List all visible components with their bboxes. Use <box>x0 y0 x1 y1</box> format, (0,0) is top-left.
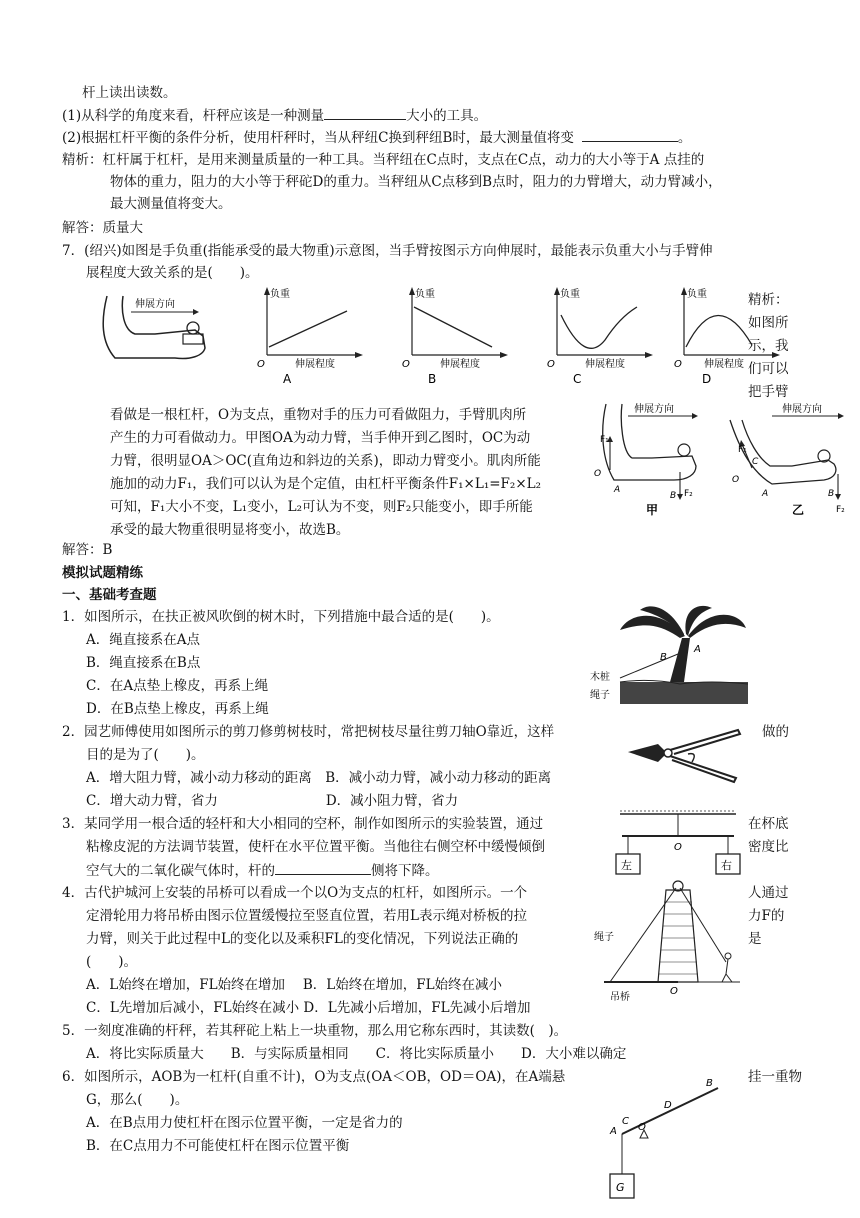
text-line: 人通过 <box>748 885 789 901</box>
options-row[interactable]: A．L始终在增加，FL始终在增加 B．L始终在增加，FL始终在减小 <box>86 977 503 993</box>
options-row[interactable]: C．增大动力臂，省力 D．减小阻力臂，省力 <box>86 793 459 809</box>
text-span: 侧将下降。 <box>371 863 439 879</box>
axis-label-y: 负重 <box>270 289 290 300</box>
cup-left-label: 左 <box>621 859 632 872</box>
arm-direction-label: 伸展方向 <box>782 404 822 415</box>
option-label: B <box>428 372 437 385</box>
side-text: 精析： <box>748 292 789 308</box>
question-1-part <box>62 105 487 126</box>
bridge-label: 吊桥 <box>610 992 630 1003</box>
graph-c[interactable] <box>545 285 655 385</box>
svg-text:D: D <box>664 1100 672 1111</box>
arm-lever-figures <box>592 400 847 518</box>
svg-text:A: A <box>610 1126 617 1137</box>
text-line: 密度比 <box>748 839 789 855</box>
analysis-line: 物体的重力，阻力的大小等于秤砣D的重力。当秤纽从C点移到B点时，阻力的力臂增大，动力臂减小， <box>110 174 722 190</box>
text-span: 。 <box>677 130 692 146</box>
question-7-cont: 展程度大致关系的是( )。 <box>86 265 259 281</box>
axis-label-x: 伸展程度 <box>440 359 480 370</box>
side-text: 如图所 <box>748 315 789 331</box>
option-label: A <box>283 372 292 385</box>
cup-right-label: 右 <box>721 859 732 872</box>
question-2: 2．园艺师傅使用如图所示的剪刀修剪树枝时，常把树枝尽量往剪刀轴O靠近，这样 <box>62 724 555 740</box>
option-label: D <box>702 372 712 385</box>
analysis-line: 最大测量值将变大。 <box>110 196 232 212</box>
question-6-cont: G，那么( )。 <box>86 1092 189 1108</box>
answer-blank[interactable] <box>582 127 678 142</box>
svg-text:O: O <box>638 1122 646 1133</box>
question-5: 5．一刻度准确的杆秤，若其秤砣上粘上一块重物，那么用它称东西时，其读数( )。 <box>62 1023 568 1039</box>
options-row[interactable]: C．L先增加后减小，FL始终在减小 D．L先减小后增加，FL先减小后增加 <box>86 1000 531 1016</box>
rope-label: 绳子 <box>594 932 614 943</box>
question-4: 4．古代护城河上安装的吊桥可以看成一个以O为支点的杠杆，如图所示。一个 <box>62 885 528 901</box>
analysis-line: 可知，F₁大小不变，L₁变小，L₂可认为不变，则F₂只能变小，即手所能 <box>110 499 533 515</box>
question-2-cont: 目的是为了( )。 <box>86 747 205 763</box>
svg-text:F₂: F₂ <box>684 489 693 499</box>
side-text: 们可以 <box>748 361 789 377</box>
svg-text:A: A <box>694 644 701 655</box>
analysis-line: 施加的动力F₁，我们可以认为是个定值，由杠杆平衡条件F₁×L₁=F₂×L₂ <box>110 476 542 492</box>
answer-line: 解答：质量大 <box>62 220 143 236</box>
svg-text:O: O <box>732 475 740 485</box>
text-span: (1)从科学的角度来看，杆秤应该是一种测量 <box>62 108 325 124</box>
question-4-cont: ( )。 <box>86 954 138 970</box>
question-4-cont: 力臂，则关于此过程中L的变化以及乘积FL的变化情况，下列说法正确的 <box>86 931 519 947</box>
analysis-line: 力臂，很明显OA＞OC(直角边和斜边的关系)，即动力臂变小。肌肉所能 <box>110 453 541 469</box>
figure-label-jia: 甲 <box>646 503 659 517</box>
tree-figure <box>590 598 748 716</box>
answer-line: 解答：B <box>62 542 113 558</box>
arm-figure <box>95 290 215 370</box>
axis-label-x: 伸展程度 <box>704 359 744 370</box>
svg-text:O: O <box>594 469 602 479</box>
axis-label-y: 负重 <box>415 289 435 300</box>
section-heading: 模拟试题精练 <box>62 565 143 581</box>
svg-text:B: B <box>660 652 667 663</box>
text-line: 力F的 <box>748 908 785 924</box>
rope-label: 绳子 <box>590 690 610 701</box>
stake-label: 木桩 <box>590 672 610 683</box>
svg-text:B: B <box>706 1078 713 1089</box>
question-6: 6．如图所示，AOB为一杠杆(自重不计)，O为支点(OA＜OB，OD＝OA)，在A端悬 <box>62 1069 566 1085</box>
question-3-cont <box>86 860 439 881</box>
side-text: 示，我 <box>748 338 789 354</box>
text-span: (2)根据杠杆平衡的条件分析，使用杆秤时，当从秤纽C换到秤纽B时，最大测量值将变 <box>62 130 574 146</box>
analysis-line: 精析：杠杆属于杠杆，是用来测量质量的一种工具。当秤纽在C点时，支点在C点，动力的大小等于A 点挂的 <box>62 152 705 168</box>
question-7: 7．(绍兴)如图是手负重(指能承受的最大物重)示意图，当手臂按图示方向伸展时，最能表示负重大小与手臂伸 <box>62 243 713 259</box>
question-2-part <box>62 127 691 148</box>
svg-text:G: G <box>616 1181 625 1194</box>
svg-text:F₂: F₂ <box>836 505 845 515</box>
text-line: 杆上读出读数。 <box>82 85 177 101</box>
svg-text:A: A <box>614 485 621 495</box>
graph-b[interactable] <box>400 285 510 385</box>
axis-label-y: 负重 <box>560 289 580 300</box>
text-line: 是 <box>748 931 762 947</box>
text-line: 挂一重物 <box>748 1069 802 1085</box>
option-a[interactable]: A．绳直接系在A点 <box>86 632 200 648</box>
option-label: C <box>573 372 582 385</box>
text-span: 空气大的二氧化碳气体时，杆的 <box>86 863 275 879</box>
analysis-line: 承受的最大物重很明显将变小，故选B。 <box>110 522 350 538</box>
question-4-cont: 定滑轮用力将吊桥由图示位置缓慢拉至竖直位置，若用L表示绳对桥板的拉 <box>86 908 527 924</box>
svg-text:A: A <box>762 489 769 499</box>
axis-label-x: 伸展程度 <box>585 359 625 370</box>
option-b[interactable]: B．在C点用力不可能使杠杆在图示位置平衡 <box>86 1138 350 1154</box>
text-line: 在杯底 <box>748 816 789 832</box>
graph-a[interactable] <box>255 285 365 385</box>
origin-label: O <box>547 359 555 370</box>
lever-figure <box>600 1078 730 1206</box>
figure-label-yi: 乙 <box>792 503 805 517</box>
scissors-figure <box>618 722 748 784</box>
option-d[interactable]: D．在B点垫上橡皮，再系上绳 <box>86 701 269 717</box>
section-subheading: 一、基础考查题 <box>62 587 157 603</box>
balance-figure <box>608 808 748 880</box>
question-3-cont: 粘橡皮泥的方法调节装置，使杆在水平位置平衡。当他往右侧空杯中缓慢倾倒 <box>86 839 545 855</box>
svg-text:O: O <box>670 986 678 997</box>
svg-text:F₁: F₁ <box>738 445 747 455</box>
analysis-line: 产生的力可看做动力。甲图OA为动力臂，当手伸开到乙图时，OC为动 <box>110 430 531 446</box>
arm-direction-label: 伸展方向 <box>634 404 674 415</box>
option-b[interactable]: B．绳直接系在B点 <box>86 655 201 671</box>
analysis-line: 看做是一根杠杆，O为支点，重物对手的压力可看做阻力，手臂肌肉所 <box>110 407 527 423</box>
options-row[interactable]: A．将比实际质量大 B．与实际质量相同 C．将比实际质量小 D．大小难以确定 <box>86 1046 627 1062</box>
answer-blank[interactable] <box>275 860 371 875</box>
side-text: 把手臂 <box>748 384 789 400</box>
question-3: 3．某同学用一根合适的轻杆和大小相同的空杯，制作如图所示的实验装置，通过 <box>62 816 544 832</box>
answer-blank[interactable] <box>324 105 406 120</box>
origin-label: O <box>257 359 265 370</box>
options-row[interactable]: A．增大阻力臂，减小动力移动的距离 B．减小动力臂，减小动力移动的距离 <box>86 770 552 786</box>
axis-label-x: 伸展程度 <box>295 359 335 370</box>
svg-text:B: B <box>828 489 835 499</box>
svg-text:O: O <box>674 842 682 853</box>
svg-text:C: C <box>622 1116 629 1127</box>
text-line: 做的 <box>762 724 789 740</box>
origin-label: O <box>674 359 682 370</box>
text-span: 大小的工具。 <box>406 108 488 124</box>
origin-label: O <box>402 359 410 370</box>
drawbridge-figure <box>594 878 744 1004</box>
svg-text:B: B <box>670 491 677 501</box>
svg-text:C: C <box>752 457 759 467</box>
question-1: 1．如图所示，在扶正被风吹倒的树木时，下列措施中最合适的是( )。 <box>62 609 500 625</box>
svg-text:F₁: F₁ <box>600 435 609 445</box>
axis-label-y: 负重 <box>687 289 707 300</box>
option-c[interactable]: C．在A点垫上橡皮，再系上绳 <box>86 678 269 694</box>
option-a[interactable]: A．在B点用力使杠杆在图示位置平衡，一定是省力的 <box>86 1115 403 1131</box>
arm-direction-label: 伸展方向 <box>135 299 175 310</box>
